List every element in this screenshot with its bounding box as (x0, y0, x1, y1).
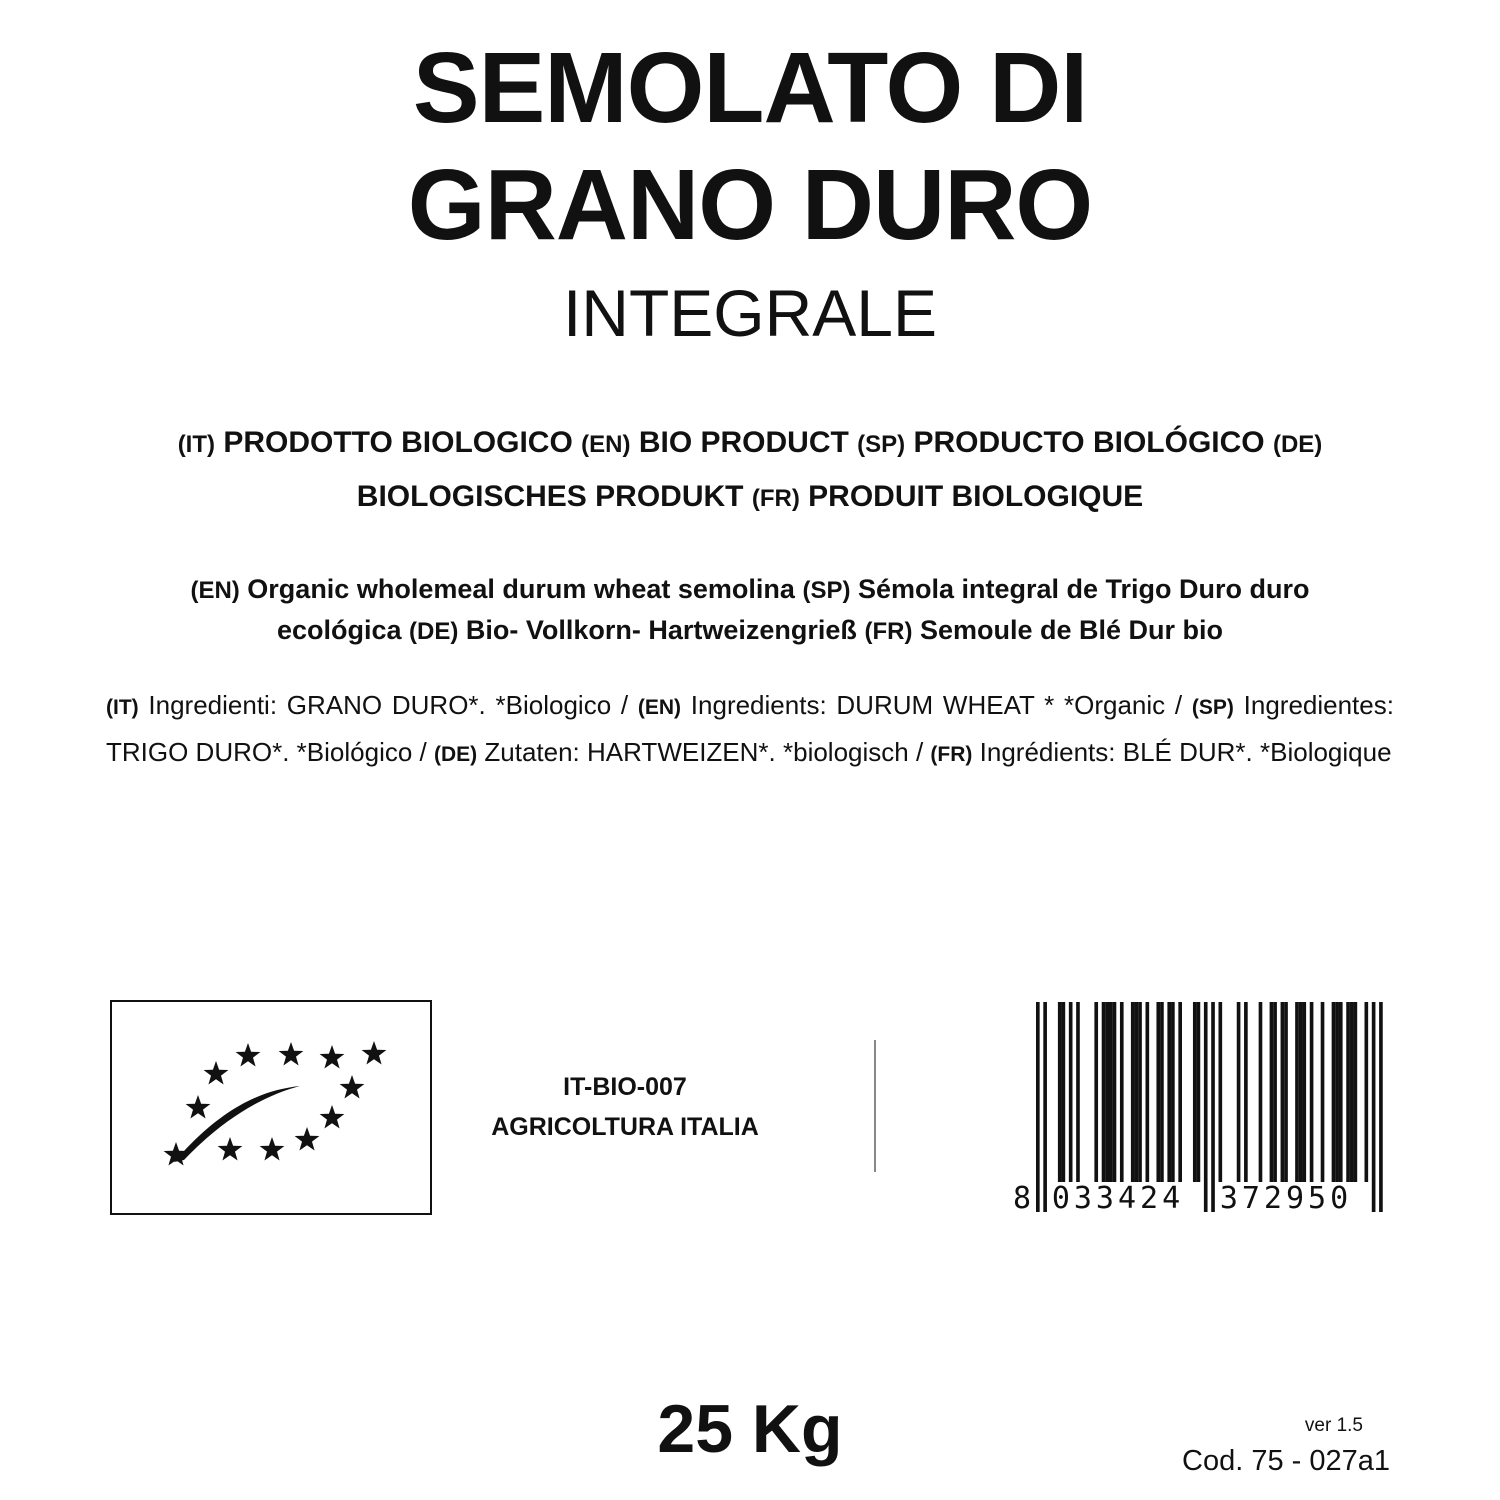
barcode-bar (1335, 1002, 1339, 1182)
lang-tag: (EN) (190, 577, 240, 604)
barcode-bar (1171, 1002, 1175, 1182)
lang-tag: (FR) (864, 618, 913, 645)
barcode-bar (1167, 1002, 1171, 1182)
ingredients-text: Ingredients: DURUM WHEAT * *Organic / (690, 690, 1183, 720)
lang-tag: (IT) (177, 431, 215, 458)
barcode-bar (1105, 1002, 1109, 1182)
barcode-bar (1102, 1002, 1106, 1182)
product-title-line2: GRANO DURO (407, 149, 1093, 261)
barcode-bar (1244, 1002, 1248, 1182)
barcode-bar (1076, 1002, 1080, 1182)
barcode-bar (1146, 1002, 1150, 1182)
barcode-guard-bar (1204, 1002, 1208, 1212)
barcode-bar (1302, 1002, 1306, 1182)
bio-text: BIO PRODUCT (638, 426, 849, 459)
barcode-bar (1295, 1002, 1299, 1182)
certification-code: IT-BIO-007 (563, 1073, 687, 1101)
barcode (1010, 1000, 1390, 1215)
barcode-bar (1160, 1002, 1164, 1182)
barcode-bar (1259, 1002, 1263, 1182)
ean13-barcode-icon (1010, 1000, 1390, 1215)
barcode-bar (1197, 1002, 1201, 1182)
barcode-bar (1273, 1002, 1277, 1182)
lang-tag: (FR) (751, 485, 800, 512)
barcode-bar (1138, 1002, 1142, 1182)
barcode-guard-bar (1043, 1002, 1047, 1212)
lang-tag: (DE) (409, 618, 459, 645)
eu-organic-logo (110, 1000, 432, 1215)
barcode-bar (1346, 1002, 1350, 1182)
barcode-bar (1350, 1002, 1354, 1182)
name-text: Organic wholemeal durum wheat semolina (247, 574, 795, 604)
barcode-bar (1219, 1002, 1223, 1182)
barcode-bar (1310, 1002, 1314, 1182)
barcode-bar (1339, 1002, 1343, 1182)
name-text: Semoule de Blé Dur bio (919, 615, 1224, 645)
barcode-bar (1354, 1002, 1358, 1182)
lang-tag: (EN) (581, 431, 631, 458)
ingredients-text: Ingredientes: TRIGO DURO*. *Biológico / (106, 690, 1394, 767)
lang-tag: (DE) (1272, 431, 1323, 458)
bio-product-line2 (0, 482, 1500, 512)
barcode-bar (1237, 1002, 1241, 1182)
product-code: Cod. 75 - 027a1 (1182, 1445, 1390, 1477)
product-names-line2 (0, 617, 1500, 644)
barcode-bar (1284, 1002, 1288, 1182)
ingredients-text: Zutaten: HARTWEIZEN*. *biologisch / (484, 737, 924, 767)
lang-tag: (SP) (802, 577, 851, 604)
barcode-bar (1062, 1002, 1066, 1182)
lang-tag: (FR) (930, 743, 973, 766)
name-text: Bio- Vollkorn- Hartweizengrieß (465, 615, 857, 645)
eu-organic-leaf-icon (112, 1002, 430, 1213)
barcode-bar (1113, 1002, 1117, 1182)
lang-tag: (IT) (106, 696, 139, 719)
barcode-bar (1193, 1002, 1197, 1182)
lang-tag: (SP) (1191, 696, 1234, 719)
barcode-bar (1131, 1002, 1135, 1182)
product-names-line1 (0, 576, 1500, 603)
barcode-bar (1321, 1002, 1325, 1182)
product-title-line1: SEMOLATO DI (412, 32, 1088, 144)
barcode-bar (1156, 1002, 1160, 1182)
lang-tag: (SP) (857, 431, 906, 458)
divider (874, 1040, 876, 1172)
barcode-digits-right: 372950 (1219, 1181, 1353, 1215)
barcode-bar (1109, 1002, 1113, 1182)
barcode-bar (1281, 1002, 1285, 1182)
barcode-bar (1365, 1002, 1369, 1182)
barcode-digits-left: 033424 (1051, 1181, 1185, 1215)
barcode-bar (1069, 1002, 1073, 1182)
product-subtitle: INTEGRALE (562, 276, 938, 350)
bio-text: PRODUCTO BIOLÓGICO (913, 426, 1265, 459)
bio-product-line1 (0, 428, 1500, 458)
ingredients-paragraph (106, 683, 1394, 777)
barcode-bar (1270, 1002, 1274, 1182)
barcode-bar (1094, 1002, 1098, 1182)
ingredients-text: Ingredienti: GRANO DURO*. *Biologico / (148, 690, 629, 720)
bio-text: BIOLOGISCHES PRODUKT (356, 480, 744, 513)
barcode-bar (1178, 1002, 1182, 1182)
barcode-guard-bar (1372, 1002, 1376, 1212)
barcode-bar (1299, 1002, 1303, 1182)
barcode-bar (1120, 1002, 1124, 1182)
bio-text: PRODUIT BIOLOGIQUE (808, 480, 1144, 513)
barcode-bar (1135, 1002, 1139, 1182)
barcode-guard-bar (1211, 1002, 1215, 1212)
barcode-bar (1332, 1002, 1336, 1182)
barcode-guard-bar (1379, 1002, 1383, 1212)
lang-tag: (DE) (433, 743, 478, 766)
barcode-first-digit: 8 (1012, 1181, 1032, 1215)
bio-text: PRODOTTO BIOLOGICO (223, 426, 573, 459)
lang-tag: (EN) (637, 696, 682, 719)
certification-origin: AGRICOLTURA ITALIA (491, 1113, 759, 1141)
version-label: ver 1.5 (1304, 1415, 1363, 1436)
name-text: Sémola integral de Trigo Duro duro (857, 574, 1310, 604)
barcode-guard-bar (1036, 1002, 1040, 1212)
barcode-bar (1058, 1002, 1062, 1182)
net-weight: 25 Kg (657, 1391, 843, 1467)
name-text: ecológica (276, 615, 402, 645)
ingredients-text: Ingrédients: BLÉ DUR*. *Biologique (979, 737, 1392, 767)
